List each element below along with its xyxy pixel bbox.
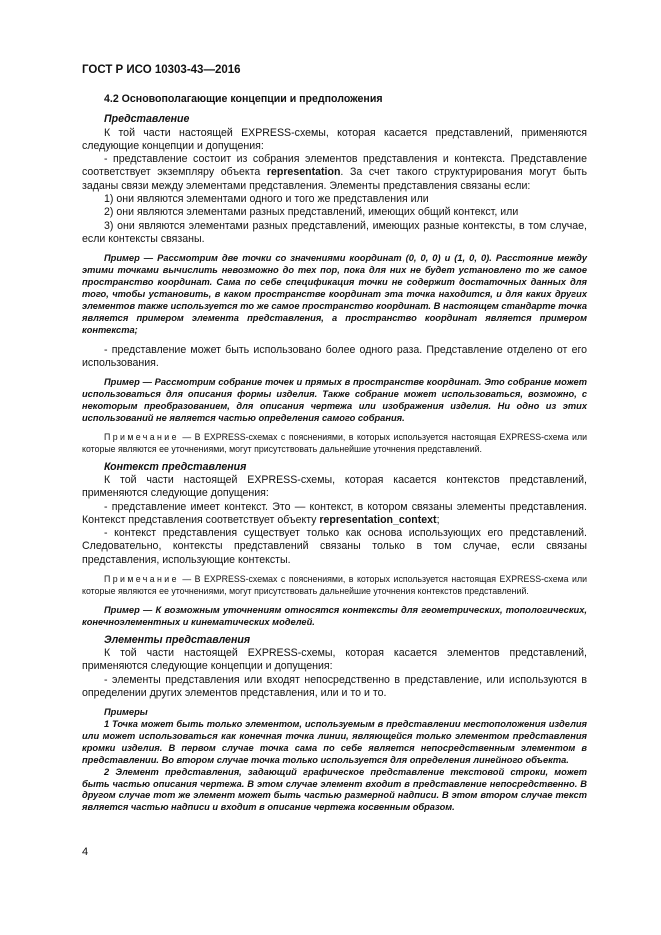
paragraph: К той части настоящей EXPRESS-схемы, которая касается контекстов представлений, применяются следующие допущения: bbox=[82, 473, 587, 500]
document-body bbox=[82, 93, 587, 814]
paragraph: К той части настоящей EXPRESS-схемы, которая касается элементов представлений, применяются следующие концепции и допущения: bbox=[82, 646, 587, 673]
paragraph: - элементы представления или входят непосредственно в представление, или используются в определении других элементов представления, или и то и то. bbox=[82, 673, 587, 699]
bullet-text: - представление состоит из собрания элементов представления и контекста. Представление соответствует экземпляру объекта bbox=[82, 153, 587, 179]
example-block: Пример — Рассмотрим две точки со значениями координат (0, 0, 0) и (1, 0, 0). Расстояние между этими точками вычислить невозможно до тех пор, пока для них не будет установлено то же самое пространство координат. Сама по себе спецификация точки не содержит достаточных данных для того, чтобы установить, в каком пространстве координат эта точка находится, и для каких других элементов также используется то же самое пространство координат. В настоящем стандарте точка является примером элемента представления, а пространство координат является примером контекста; bbox=[82, 253, 587, 335]
entity-name: representation_context bbox=[319, 513, 437, 526]
note-text: — В EXPRESS-схемах с пояснениями, в которых используется настоящая EXPRESS-схема или которые являются ее уточнениями, могут присутствовать дальнейшие уточнения контекстов представлений. bbox=[82, 574, 587, 596]
bullet-text: . За счет такого структурирования могут быть заданы связи между элементами представления. Элементы представления связаны если: bbox=[82, 166, 588, 192]
paragraph: - представление может быть использовано более одного раза. Представление отделено от его использования. bbox=[82, 343, 587, 369]
note-label: Примечание bbox=[104, 574, 179, 585]
bullet-text: - представление имеет контекст. Это — контекст, в котором связаны элементы представления. Контекст представления соответствует объекту bbox=[82, 500, 587, 526]
paragraph bbox=[82, 501, 587, 528]
list-item: 3) они являются элементами разных представлений, имеющих разные контексты, в том случае, если контексты связаны. bbox=[82, 219, 587, 245]
page-number: 4 bbox=[82, 846, 89, 858]
example-block: 2 Элемент представления, задающий графическое представление текстовой строки, может быть частью описания чертежа. В этом случае элемент входит в представление непосредственно. В другом случае тот же элемент может быть частью размерной надписи. В этом втором случае текст является частью надписи и входит в описание чертежа косвенным образом. bbox=[82, 766, 587, 813]
section-title: 4.2 Основополагающие концепции и предположения bbox=[104, 93, 383, 105]
list-item: 2) они являются элементами разных представлений, имеющих общий контекст, или bbox=[104, 206, 519, 219]
list-item: 1) они являются элементами одного и того же представления или bbox=[104, 193, 429, 206]
note-block bbox=[82, 574, 587, 598]
paragraph: - контекст представления существует только как основа использующих его представлений. Следовательно, контексты представлений связаны только в том случае, если связаны представления, использующие контексты. bbox=[82, 527, 587, 566]
note-block bbox=[82, 432, 587, 456]
example-block: Пример — К возможным уточнениям относятся контексты для геометрических, топологических, конечноэлементных и кинематических моделей. bbox=[82, 604, 587, 627]
subheading-representation: Представление bbox=[104, 113, 190, 126]
bullet-text: ; bbox=[436, 513, 440, 526]
examples-heading: Примеры bbox=[104, 707, 148, 718]
paragraph bbox=[82, 153, 587, 193]
note-label: Примечание bbox=[104, 431, 179, 442]
subheading-elements: Элементы представления bbox=[104, 633, 251, 646]
example-block: 1 Точка может быть только элементом, используемым в представлении местоположения изделия или может использоваться как конечная точка линии, являющейся только элементом представления кромки изделия. В первом случае точка сама по себе является непосредственным элементом в представлении. Во втором случае точка только используется для определения линейного объекта. bbox=[82, 719, 587, 765]
example-block: Пример — Рассмотрим собрание точек и прямых в пространстве координат. Это собрание может использоваться для описания формы изделия. Также собрание может использоваться, возможно, с некоторым преобразованием, для описания чертежа или изображения изделия. Ни одно из этих использований не является частью определения самого собрания. bbox=[82, 377, 587, 423]
document-header: ГОСТ Р ИСО 10303-43—2016 bbox=[82, 64, 241, 76]
note-text: — В EXPRESS-схемах с пояснениями, в которых используется настоящая EXPRESS-схема или которые являются ее уточнениями, могут присутствовать дальнейшие уточнения представлений. bbox=[82, 431, 587, 454]
subheading-context: Контекст представления bbox=[104, 460, 247, 473]
entity-name: representation bbox=[266, 166, 341, 179]
paragraph: К той части настоящей EXPRESS-схемы, которая касается представлений, применяются следующие концепции и допущения: bbox=[82, 126, 587, 152]
